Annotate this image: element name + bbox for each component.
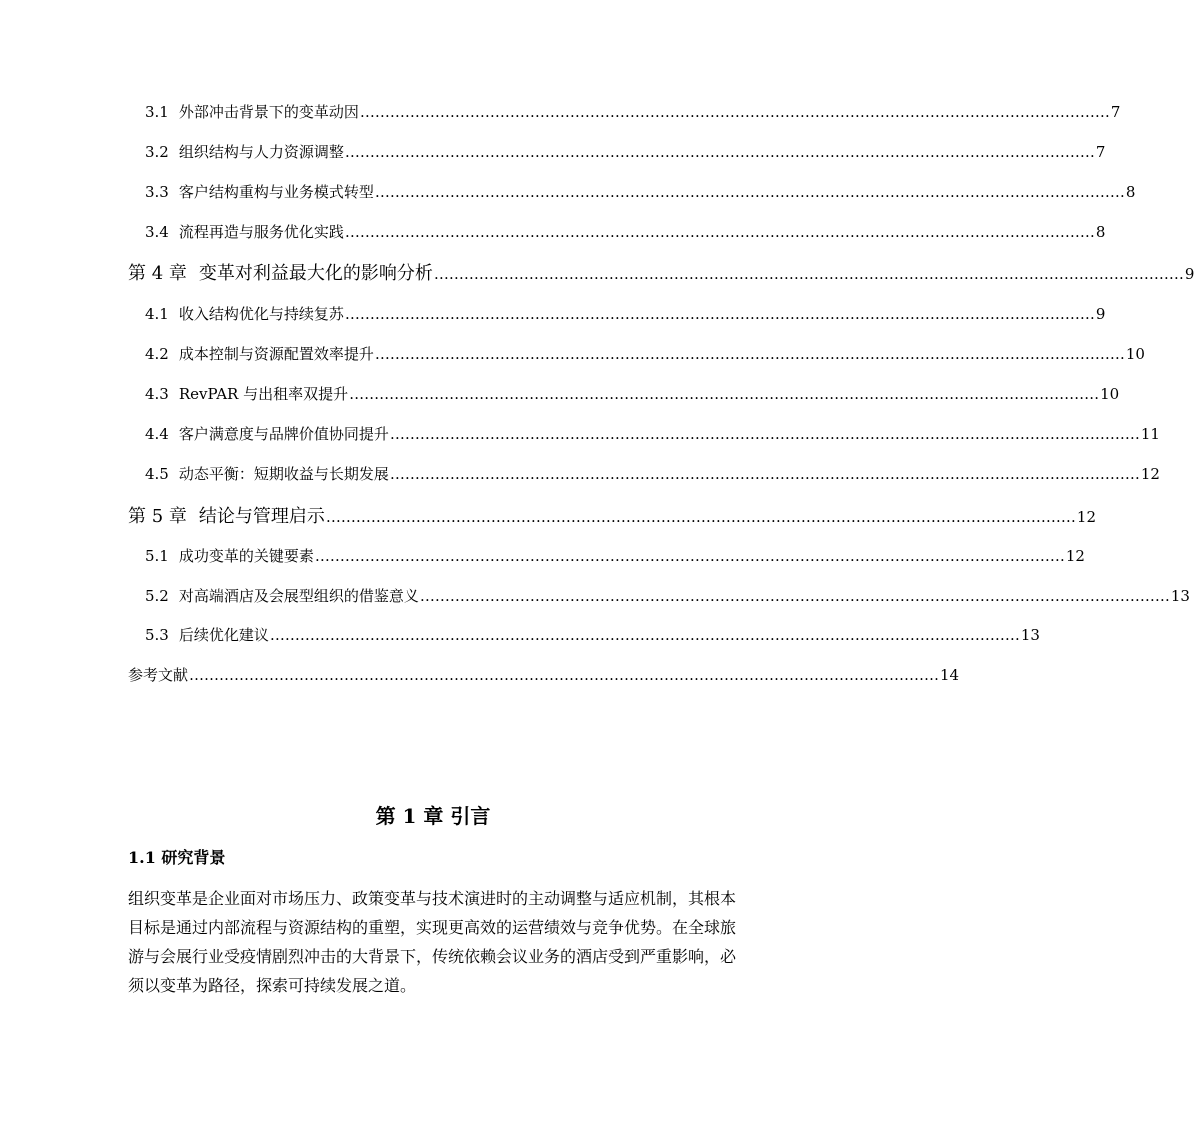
toc-entry-number: 4.3 bbox=[145, 385, 169, 403]
toc-entry-title: 成功变革的关键要素 bbox=[178, 547, 314, 565]
toc-entry-title: 变革对利益最大化的影响分析 bbox=[198, 263, 433, 284]
toc-entry-page: 13 bbox=[1170, 587, 1190, 605]
toc-entry-page: 10 bbox=[1100, 385, 1120, 403]
toc-entry-page: 9 bbox=[1184, 265, 1194, 283]
toc-entry-title: 客户满意度与品牌价值协同提升 bbox=[178, 425, 389, 443]
toc-entry-page: 8 bbox=[1095, 223, 1106, 241]
toc-leader-dots: …………………………………………………………………………………………………………………………………… bbox=[389, 465, 1140, 483]
toc-entry-number: 5.2 bbox=[145, 587, 169, 605]
toc-leader-dots: …………………………………………………………………………………………………………………………………… bbox=[344, 305, 1095, 323]
toc-entry-number: 5.3 bbox=[145, 626, 169, 644]
toc-entry[interactable] bbox=[145, 585, 1190, 606]
toc-chapter-entry[interactable] bbox=[128, 502, 1096, 528]
toc-leader-dots: …………………………………………………………………………………………………………………………………… bbox=[344, 143, 1095, 161]
toc-entry-page: 13 bbox=[1020, 626, 1040, 644]
toc-entry-number: 第 4 章 bbox=[128, 263, 187, 284]
toc-references-entry[interactable] bbox=[128, 664, 960, 685]
toc-leader-dots: …………………………………………………………………………………………………………………………………… bbox=[433, 265, 1184, 283]
toc-entry[interactable] bbox=[145, 624, 1040, 645]
toc-entry-page: 10 bbox=[1125, 345, 1145, 363]
toc-entry[interactable] bbox=[145, 221, 1106, 242]
section-heading: 1.1 研究背景 bbox=[128, 848, 226, 867]
toc-entry[interactable] bbox=[145, 343, 1145, 364]
body-paragraph: 组织变革是企业面对市场压力、政策变革与技术演进时的主动调整与适应机制，其根本目标是通过内部流程与资源结构的重塑，实现更高效的运营绩效与竞争优势。在全球旅游与会展行业受疫情剧烈冲击的大背景下，传统依赖会议业务的酒店受到严重影响，必须以变革为路径，探索可持续发展之道。 bbox=[128, 889, 737, 995]
toc-leader-dots: …………………………………………………………………………………………………………………………………… bbox=[389, 425, 1140, 443]
toc-entry-page: 14 bbox=[940, 666, 960, 684]
toc-leader-dots: …………………………………………………………………………………………………………………………………… bbox=[374, 183, 1125, 201]
toc-entry-title: 成本控制与资源配置效率提升 bbox=[178, 345, 374, 363]
toc-entry-number: 4.2 bbox=[145, 345, 169, 363]
toc-leader-dots: …………………………………………………………………………………………………………………………………… bbox=[314, 547, 1065, 565]
toc-entry-page: 11 bbox=[1140, 425, 1160, 443]
toc-entry-title: 后续优化建议 bbox=[178, 626, 269, 644]
toc-entry[interactable] bbox=[145, 545, 1085, 566]
toc-entry[interactable] bbox=[145, 423, 1160, 444]
toc-entry-title: 结论与管理启示 bbox=[198, 506, 325, 527]
toc-entry-title: 对高端酒店及会展型组织的借鉴意义 bbox=[178, 587, 419, 605]
toc-entry-page: 12 bbox=[1065, 547, 1085, 565]
toc-leader-dots: …………………………………………………………………………………………………………………………………… bbox=[419, 587, 1170, 605]
toc-entry-title: 流程再造与服务优化实践 bbox=[178, 223, 344, 241]
toc-entry-number: 第 5 章 bbox=[128, 506, 187, 527]
toc-entry[interactable] bbox=[145, 303, 1106, 324]
toc-entry-page: 7 bbox=[1095, 143, 1106, 161]
toc-entry-number: 4.1 bbox=[145, 305, 169, 323]
toc-entry[interactable] bbox=[145, 101, 1121, 122]
toc-leader-dots: …………………………………………………………………………………………………………………………………… bbox=[359, 103, 1110, 121]
toc-chapter-entry[interactable] bbox=[128, 259, 1194, 285]
toc-leader-dots: …………………………………………………………………………………………………………………………………… bbox=[189, 666, 940, 684]
toc-entry-number: 3.1 bbox=[145, 103, 169, 121]
toc-entry[interactable] bbox=[145, 463, 1160, 484]
toc-entry-number: 3.2 bbox=[145, 143, 169, 161]
toc-entry-number: 3.3 bbox=[145, 183, 169, 201]
toc-entry-number: 5.1 bbox=[145, 547, 169, 565]
toc-entry-page: 7 bbox=[1110, 103, 1121, 121]
toc-leader-dots: …………………………………………………………………………………………………………………………………… bbox=[344, 223, 1095, 241]
toc-entry-page: 8 bbox=[1125, 183, 1136, 201]
toc-entry-number: 4.5 bbox=[145, 465, 169, 483]
toc-entry[interactable] bbox=[145, 141, 1106, 162]
toc-entry-page: 12 bbox=[1076, 508, 1096, 526]
toc-leader-dots: …………………………………………………………………………………………………………………………………… bbox=[374, 345, 1125, 363]
toc-entry-page: 9 bbox=[1095, 305, 1106, 323]
toc-entry-title: 动态平衡：短期收益与长期发展 bbox=[178, 465, 389, 483]
toc-entry-title: 客户结构重构与业务模式转型 bbox=[178, 183, 374, 201]
toc-entry[interactable] bbox=[145, 181, 1136, 202]
toc-entry-title: 收入结构优化与持续复苏 bbox=[178, 305, 344, 323]
toc-entry-number: 3.4 bbox=[145, 223, 169, 241]
chapter-title: 第 1 章 引言 bbox=[375, 804, 491, 828]
toc-leader-dots: …………………………………………………………………………………………………………………………………… bbox=[269, 626, 1020, 644]
toc-entry-page: 12 bbox=[1140, 465, 1160, 483]
toc-entry-title: RevPAR 与出租率双提升 bbox=[178, 385, 349, 403]
toc-leader-dots: …………………………………………………………………………………………………………………………………… bbox=[325, 508, 1076, 526]
toc-leader-dots: …………………………………………………………………………………………………………………………………… bbox=[349, 385, 1100, 403]
toc-entry-title: 外部冲击背景下的变革动因 bbox=[178, 103, 359, 121]
toc-entry-title: 参考文献 bbox=[128, 666, 189, 684]
toc-entry-number: 4.4 bbox=[145, 425, 169, 443]
toc-entry-title: 组织结构与人力资源调整 bbox=[178, 143, 344, 161]
toc-entry[interactable] bbox=[145, 383, 1120, 404]
